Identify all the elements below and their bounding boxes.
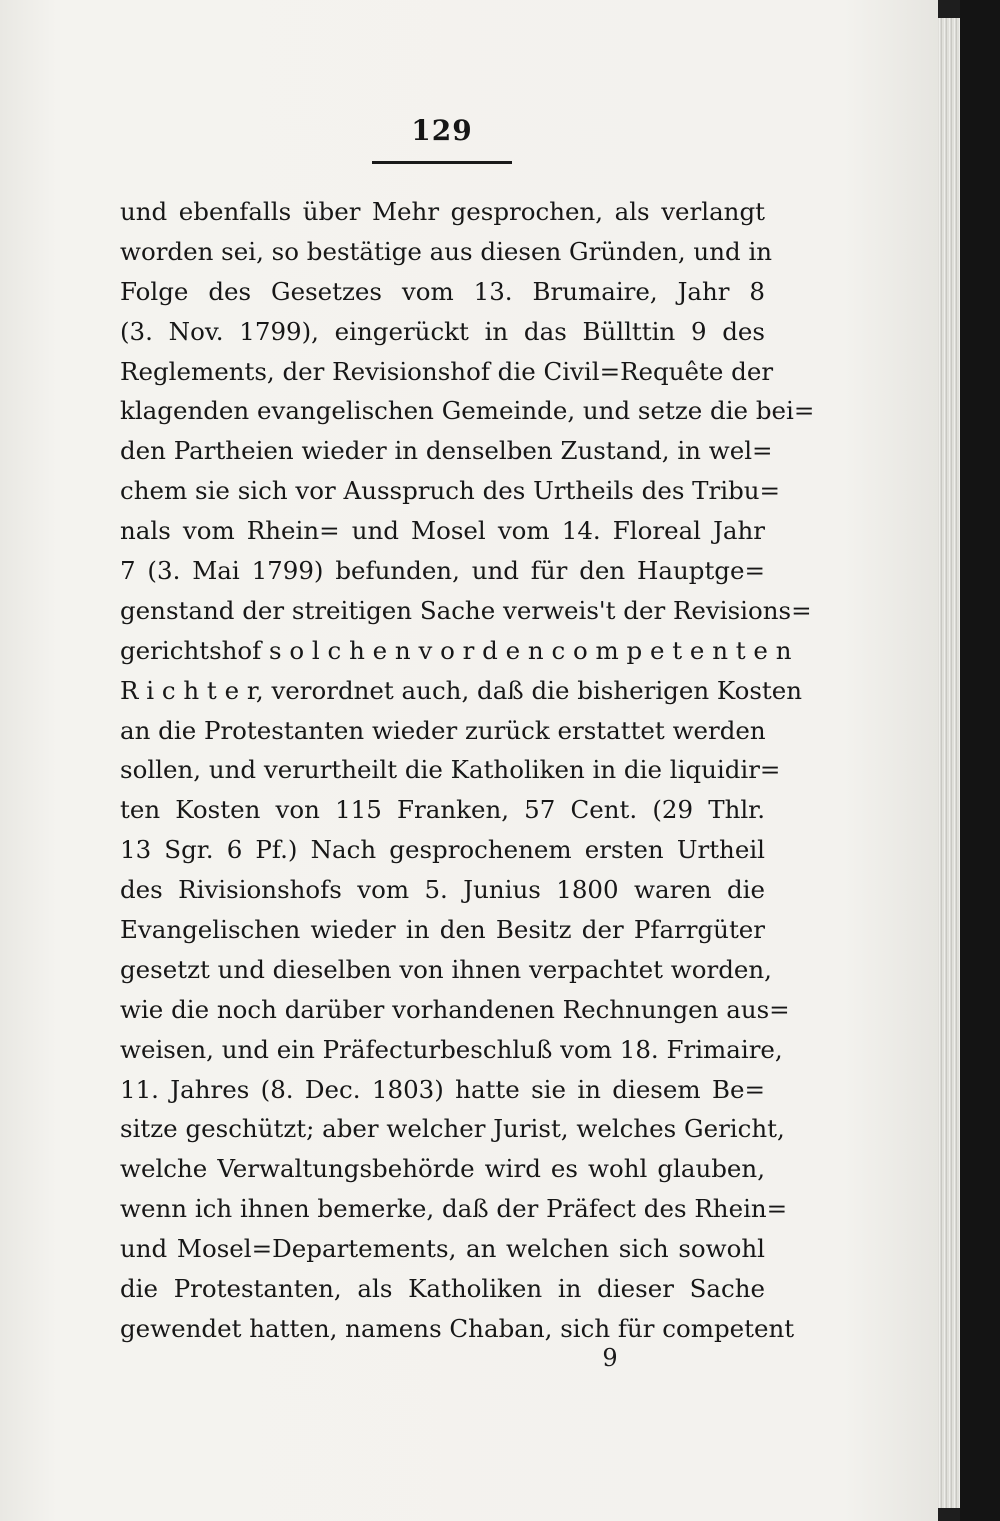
text-line: gerichtshof s o l c h e n v o r d e n c o m p e t e n t e n — [120, 635, 792, 665]
text-line: des Rivisionshofs vom 5. Junius 1800 waren die — [120, 875, 765, 905]
text-line: ten Kosten von 115 Franken, 57 Cent. (29 Thlr. — [120, 795, 765, 825]
text-line: weisen, und ein Präfecturbeschluß vom 18. Frimaire, — [120, 1034, 783, 1064]
text-line: 13 Sgr. 6 Pf.) Nach gesprochenem ersten Urtheil — [120, 835, 765, 865]
text-line: 7 (3. Mai 1799) befunden, und für den Hauptge= — [120, 556, 765, 586]
text-line: worden sei, so bestätige aus diesen Gründen, und in — [120, 236, 773, 266]
signature-mark: 9 — [602, 1344, 618, 1372]
header-rule — [372, 161, 512, 164]
text-line: gewendet hatten, namens Chaban, sich für competent — [120, 1313, 795, 1343]
text-line: 11. Jahres (8. Dec. 1803) hatte sie in diesem Be= — [120, 1074, 765, 1104]
text-line: und Mosel=Departements, an welchen sich sowohl — [120, 1234, 765, 1264]
text-line: (3. Nov. 1799), eingerückt in das Büllttin 9 des — [120, 316, 765, 346]
text-line: sollen, und verurtheilt die Katholiken in die liquidir= — [120, 755, 781, 785]
text-line: die Protestanten, als Katholiken in dieser Sache — [120, 1274, 765, 1304]
text-line: nals vom Rhein= und Mosel vom 14. Floreal Jahr — [120, 516, 765, 546]
book-cover-edge — [960, 0, 1000, 1521]
text-line: sitze geschützt; aber welcher Jurist, welches Gericht, — [120, 1114, 785, 1144]
text-line: klagenden evangelischen Gemeinde, und setze die bei= — [120, 396, 815, 426]
text-line: wie die noch darüber vorhandenen Rechnungen aus= — [120, 994, 790, 1024]
body-text — [120, 192, 815, 1349]
page-edges — [938, 18, 960, 1508]
text-line: chem sie sich vor Ausspruch des Urtheils des Tribu= — [120, 476, 781, 506]
page-number: 129 — [411, 114, 473, 147]
text-line: den Partheien wieder in denselben Zustand, in wel= — [120, 436, 773, 466]
text-line: Folge des Gesetzes vom 13. Brumaire, Jahr 8 — [120, 276, 765, 306]
text-line: Evangelischen wieder in den Besitz der Pfarrgüter — [120, 915, 765, 945]
text-line: an die Protestanten wieder zurück erstattet werden — [120, 715, 766, 745]
text-line: Reglements, der Revisionshof die Civil=Requête der — [120, 356, 774, 386]
text-line: welche Verwaltungsbehörde wird es wohl glauben, — [120, 1154, 765, 1184]
text-line: wenn ich ihnen bemerke, daß der Präfect des Rhein= — [120, 1194, 788, 1224]
text-line: genstand der streitigen Sache verweis't der Revisions= — [120, 595, 812, 625]
text-line: gesetzt und dieselben von ihnen verpachtet worden, — [120, 954, 772, 984]
text-line: und ebenfalls über Mehr gesprochen, als verlangt — [120, 197, 765, 226]
text-line: R i c h t e r, verordnet auch, daß die bisherigen Kosten — [120, 675, 803, 705]
